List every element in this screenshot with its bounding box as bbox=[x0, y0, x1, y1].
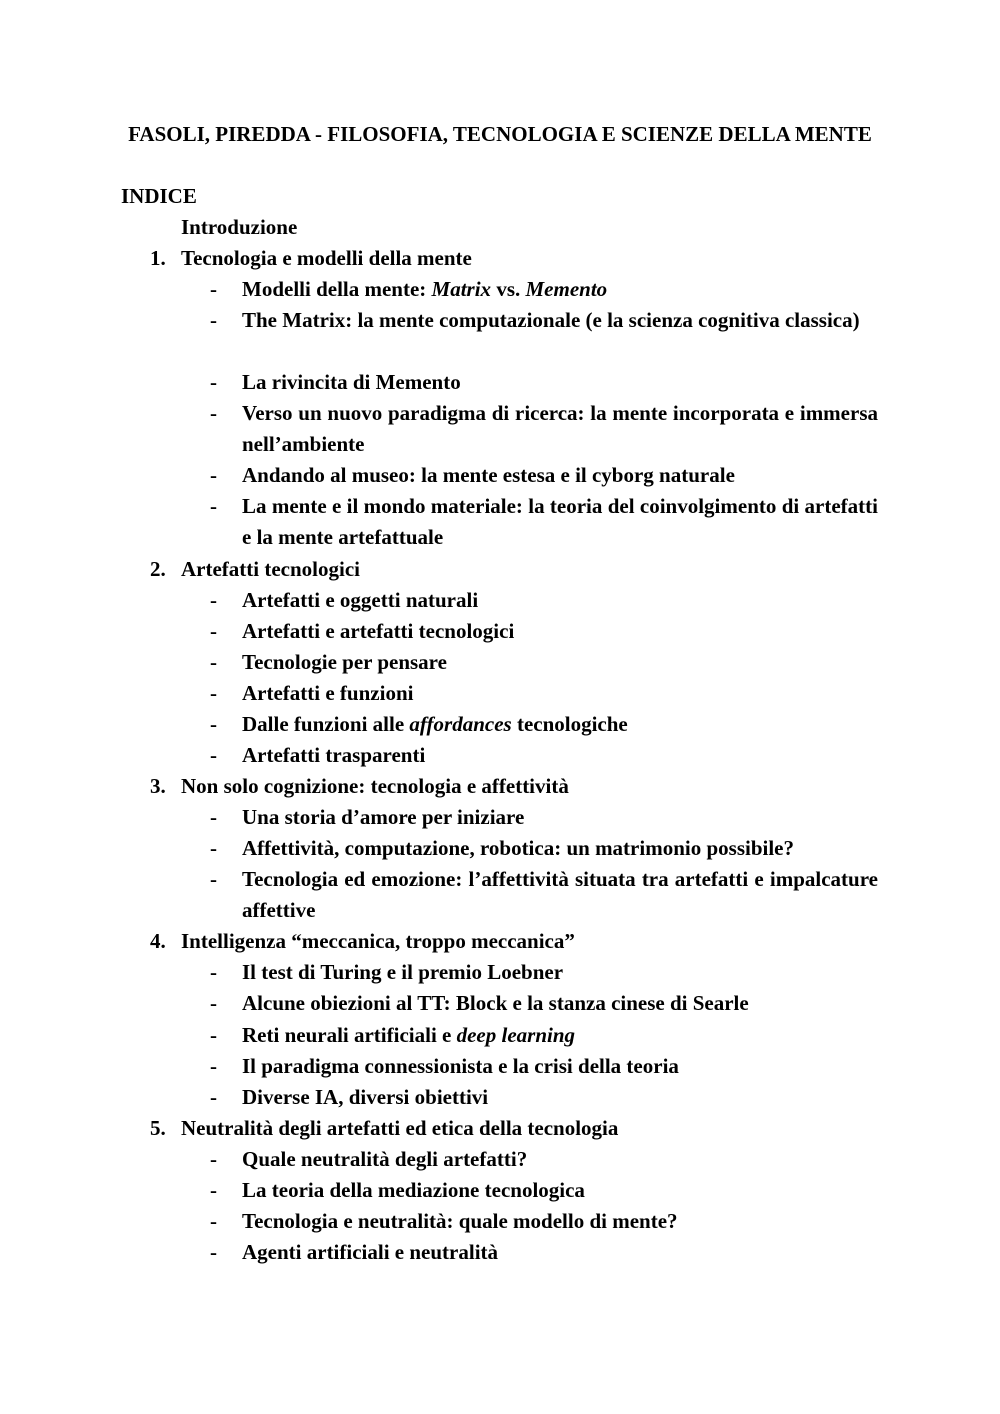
dash-bullet: - bbox=[210, 1054, 217, 1078]
chapter-number: 5. bbox=[150, 1116, 166, 1140]
toc-item bbox=[210, 647, 878, 678]
toc-item bbox=[210, 864, 878, 926]
dash-bullet: - bbox=[210, 619, 217, 643]
toc-item-text: Tecnologia e neutralità: quale modello di mente? bbox=[242, 1209, 678, 1233]
chapter-5-heading bbox=[150, 1113, 618, 1144]
dash-bullet: - bbox=[210, 650, 217, 674]
toc-item bbox=[210, 585, 878, 616]
toc-item-text: The Matrix: la mente computazionale (e la scienza cognitiva classica) bbox=[242, 308, 860, 332]
dash-bullet: - bbox=[210, 712, 217, 736]
toc-item-text: Reti neurali artificiali e deep learning bbox=[242, 1023, 576, 1047]
dash-bullet: - bbox=[210, 743, 217, 767]
toc-item-text: Artefatti trasparenti bbox=[242, 743, 426, 767]
dash-bullet: - bbox=[210, 308, 217, 332]
dash-bullet: - bbox=[210, 1147, 217, 1171]
dash-bullet: - bbox=[210, 277, 217, 301]
chapter-number: 3. bbox=[150, 774, 166, 798]
dash-bullet: - bbox=[210, 960, 217, 984]
chapter-title: Intelligenza “meccanica, troppo meccanica” bbox=[181, 929, 575, 953]
dash-bullet: - bbox=[210, 1085, 217, 1109]
dash-bullet: - bbox=[210, 494, 217, 518]
chapter-title: Tecnologia e modelli della mente bbox=[181, 246, 472, 270]
toc-item-text: Il test di Turing e il premio Loebner bbox=[242, 960, 564, 984]
dash-bullet: - bbox=[210, 588, 217, 612]
index-heading: INDICE bbox=[121, 184, 197, 208]
toc-item bbox=[210, 1020, 878, 1051]
toc-item-text: Artefatti e funzioni bbox=[242, 681, 414, 705]
toc-item-text: Modelli della mente: Matrix vs. Memento bbox=[242, 277, 608, 301]
chapter-3-heading bbox=[150, 771, 569, 802]
dash-bullet: - bbox=[210, 1023, 217, 1047]
dash-bullet: - bbox=[210, 836, 217, 860]
toc-item bbox=[210, 274, 878, 305]
toc-item bbox=[210, 709, 878, 740]
dash-bullet: - bbox=[210, 1240, 217, 1264]
toc-item-text: Il paradigma connessionista e la crisi della teoria bbox=[242, 1054, 679, 1078]
toc-item bbox=[210, 740, 878, 771]
toc-item bbox=[210, 1082, 878, 1113]
toc-item bbox=[210, 1237, 878, 1268]
toc-item-text: Dalle funzioni alle affordances tecnologiche bbox=[242, 712, 628, 736]
toc-item bbox=[210, 1144, 878, 1175]
toc-item bbox=[210, 957, 878, 988]
toc-item bbox=[210, 460, 878, 491]
chapter-title: Neutralità degli artefatti ed etica della tecnologia bbox=[181, 1116, 619, 1140]
toc-item bbox=[210, 1175, 878, 1206]
toc-item bbox=[210, 491, 878, 553]
toc-item bbox=[210, 678, 878, 709]
toc-item-text: La rivincita di Memento bbox=[242, 370, 461, 394]
dash-bullet: - bbox=[210, 463, 217, 487]
dash-bullet: - bbox=[210, 401, 217, 425]
toc-item bbox=[210, 1206, 878, 1237]
toc-item-text: Una storia d’amore per iniziare bbox=[242, 805, 525, 829]
toc-item-text: Alcune obiezioni al TT: Block e la stanza cinese di Searle bbox=[242, 991, 749, 1015]
introduction-entry: Introduzione bbox=[181, 215, 298, 239]
toc-item-text: Tecnologie per pensare bbox=[242, 650, 447, 674]
toc-item-text: Agenti artificiali e neutralità bbox=[242, 1240, 499, 1264]
dash-bullet: - bbox=[210, 1209, 217, 1233]
toc-item bbox=[210, 616, 878, 647]
dash-bullet: - bbox=[210, 991, 217, 1015]
toc-item bbox=[210, 802, 878, 833]
dash-bullet: - bbox=[210, 805, 217, 829]
toc-item-text: Artefatti e artefatti tecnologici bbox=[242, 619, 515, 643]
toc-item bbox=[210, 398, 878, 460]
toc-item-text: La mente e il mondo materiale: la teoria del coinvolgimento di artefatti e la mente artefattuale bbox=[242, 494, 878, 549]
chapter-title: Non solo cognizione: tecnologia e affettività bbox=[181, 774, 569, 798]
toc-item-text: Diverse IA, diversi obiettivi bbox=[242, 1085, 489, 1109]
toc-item bbox=[210, 988, 878, 1019]
toc-item-text: Affettività, computazione, robotica: un matrimonio possibile? bbox=[242, 836, 794, 860]
chapter-4-heading bbox=[150, 926, 575, 957]
chapter-number: 2. bbox=[150, 557, 166, 581]
chapter-title: Artefatti tecnologici bbox=[181, 557, 361, 581]
toc-item bbox=[210, 1051, 878, 1082]
toc-item-text: Quale neutralità degli artefatti? bbox=[242, 1147, 528, 1171]
chapter-2-heading bbox=[150, 554, 360, 585]
toc-item-text: Artefatti e oggetti naturali bbox=[242, 588, 479, 612]
dash-bullet: - bbox=[210, 867, 217, 891]
chapter-1-heading bbox=[150, 243, 472, 274]
toc-item-text: Tecnologia ed emozione: l’affettività situata tra artefatti e impalcature affettive bbox=[242, 867, 878, 922]
toc-item-text: La teoria della mediazione tecnologica bbox=[242, 1178, 585, 1202]
dash-bullet: - bbox=[210, 1178, 217, 1202]
toc-item-text: Verso un nuovo paradigma di ricerca: la mente incorporata e immersa nell’ambiente bbox=[242, 401, 878, 456]
toc-item bbox=[210, 833, 878, 864]
dash-bullet: - bbox=[210, 681, 217, 705]
dash-bullet: - bbox=[210, 370, 217, 394]
chapter-number: 4. bbox=[150, 929, 166, 953]
chapter-number: 1. bbox=[150, 246, 166, 270]
toc-item-text: Andando al museo: la mente estesa e il cyborg naturale bbox=[242, 463, 735, 487]
document-title: FASOLI, PIREDDA - FILOSOFIA, TECNOLOGIA E SCIENZE DELLA MENTE bbox=[128, 122, 872, 146]
toc-item bbox=[210, 367, 878, 398]
toc-item bbox=[210, 305, 878, 336]
